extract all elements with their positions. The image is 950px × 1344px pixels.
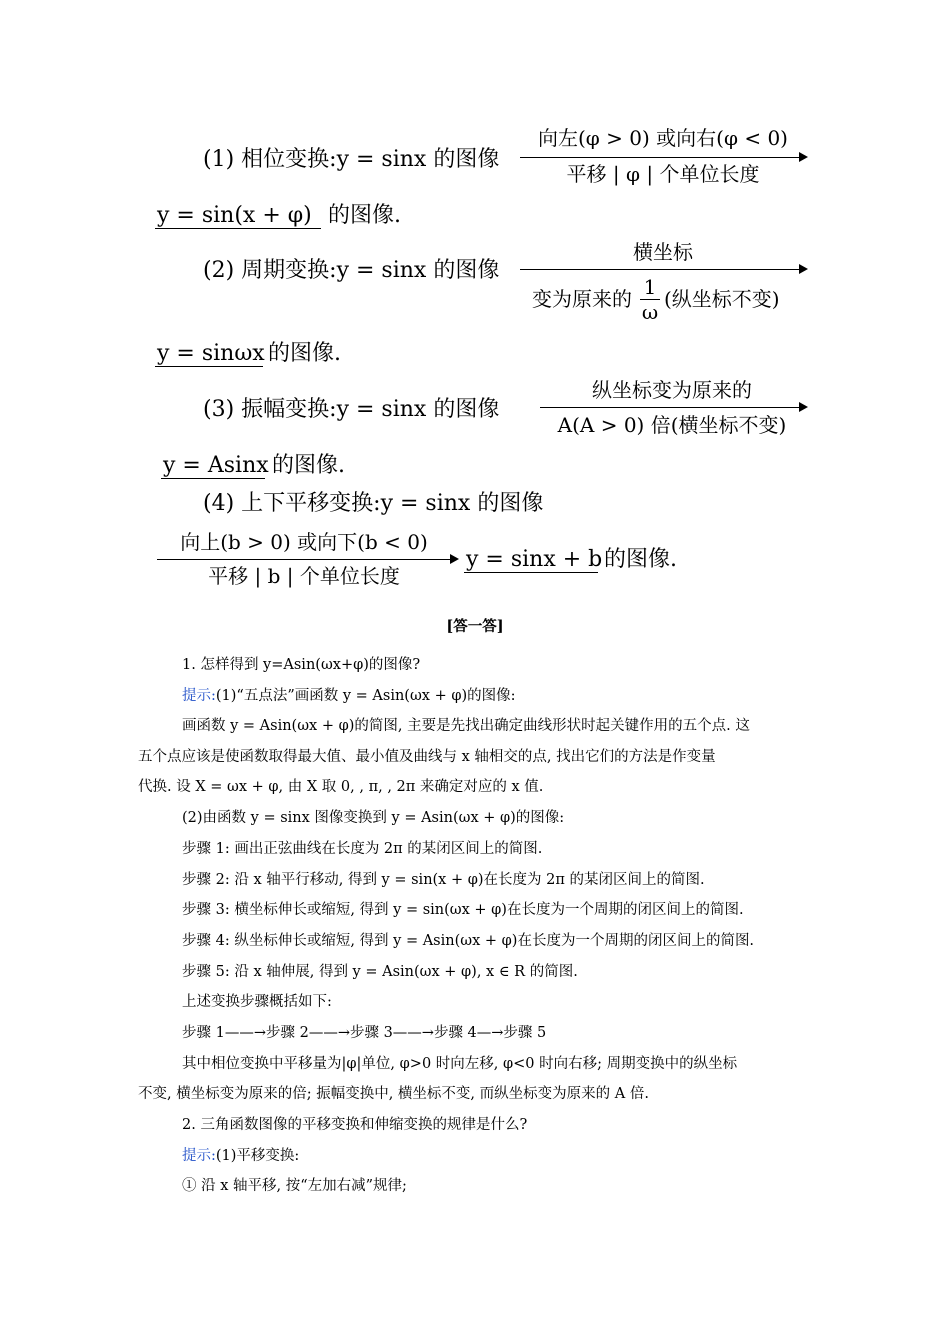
- section-3-arrow-below: A(A > 0) 倍(横坐标不变): [557, 413, 787, 437]
- section-3-result: y = Asinx: [163, 453, 269, 478]
- section-2-result-underline: [155, 366, 263, 367]
- section-3-tail: 的图像.: [272, 453, 345, 478]
- section-3-lead: (3) 振幅变换:y = sinx 的图像: [203, 397, 500, 422]
- q1-step-2: 步骤 2: 沿 x 轴平行移动, 得到 y = sin(x + φ)在长度为 2π 的某闭区间上的简图.: [182, 872, 705, 888]
- q1-step-4: 步骤 4: 纵坐标伸长或缩短, 得到 y = Asin(ωx + φ)在长度为一个周期的闭区间上的简图.: [182, 933, 755, 949]
- q2-hint-row: [182, 1146, 299, 1166]
- section-4-result-underline: [464, 572, 598, 573]
- q1-sub2: (2)由函数 y = sinx 图像变换到 y = Asin(ωx + φ)的图像:: [182, 810, 565, 826]
- section-2-below-post: (纵坐标不变): [664, 287, 780, 311]
- q1-note-line1: 其中相位变换中平移量为|φ|单位, φ>0 时向左移, φ<0 时向右移; 周期变换中的纵坐标: [182, 1056, 738, 1072]
- section-3-arrow: [540, 407, 806, 408]
- q2-hint-label: 提示:: [182, 1148, 216, 1164]
- q1-hint-label: 提示:: [182, 688, 216, 704]
- q1-step-3: 步骤 3: 横坐标伸长或缩短, 得到 y = sin(ωx + φ)在长度为一个周期的闭区间上的简图.: [182, 902, 744, 918]
- section-3-result-underline: [161, 478, 265, 479]
- section-1-arrow: [520, 157, 806, 158]
- q1-para1-line2: 五个点应该是使函数取得最大值、最小值及曲线与 x 轴相交的点, 找出它们的方法是作变量: [138, 749, 716, 765]
- q1-note-line2: 不变, 横坐标变为原来的倍; 振幅变换中, 横坐标不变, 而纵坐标变为原来的 A 倍.: [138, 1086, 649, 1102]
- q1-question: 1. 怎样得到 y=Asin(ωx+φ)的图像?: [182, 657, 421, 673]
- section-2-tail: 的图像.: [268, 341, 341, 366]
- section-2-frac-den: ω: [641, 300, 659, 324]
- section-4-result: y = sinx + b: [466, 547, 603, 572]
- answer-header: [答一答]: [446, 618, 504, 635]
- q2-hint-text: (1)平移变换:: [215, 1148, 300, 1164]
- q2-question: 2. 三角函数图像的平移变换和伸缩变换的规律是什么?: [182, 1117, 528, 1133]
- q1-hint-row: [182, 686, 516, 706]
- section-1-arrow-above: 向左(φ > 0) 或向右(φ < 0): [538, 126, 788, 150]
- section-2-arrow: [520, 269, 806, 270]
- section-2-lead: (2) 周期变换:y = sinx 的图像: [203, 258, 500, 283]
- section-4-arrow: [157, 559, 457, 560]
- q1-summary-label: 上述变换步骤概括如下:: [182, 994, 332, 1010]
- q1-hint-text: (1)“五点法”画函数 y = Asin(ωx + φ)的图像:: [215, 688, 516, 704]
- section-1-result: y = sin(x + φ): [157, 203, 312, 228]
- section-1-tail: 的图像.: [328, 203, 401, 228]
- section-4-arrow-below: 平移 | b | 个单位长度: [208, 564, 400, 588]
- q1-chain: 步骤 1——→步骤 2——→步骤 3——→步骤 4—→步骤 5: [182, 1025, 547, 1041]
- section-4-lead: (4) 上下平移变换:y = sinx 的图像: [203, 491, 544, 516]
- q2-item-1: ① 沿 x 轴平移, 按“左加右减”规律;: [182, 1178, 407, 1194]
- section-4-tail: 的图像.: [604, 547, 677, 572]
- q1-para1-line1: 画函数 y = Asin(ωx + φ)的简图, 主要是先找出确定曲线形状时起关键作用的五个点. 这: [182, 718, 750, 734]
- section-1-result-underline: [155, 228, 321, 229]
- section-2-result: y = sinωx: [157, 341, 265, 366]
- section-2-arrow-above: 横坐标: [633, 240, 693, 264]
- section-1-arrow-below: 平移 | φ | 个单位长度: [566, 162, 760, 186]
- section-2-frac-num: 1: [643, 275, 657, 299]
- q1-step-1: 步骤 1: 画出正弦曲线在长度为 2π 的某闭区间上的简图.: [182, 841, 543, 857]
- section-2-below-pre: 变为原来的: [532, 287, 632, 311]
- q1-step-5: 步骤 5: 沿 x 轴伸展, 得到 y = Asin(ωx + φ), x ∈ R 的简图.: [182, 964, 578, 980]
- section-3-arrow-above: 纵坐标变为原来的: [592, 378, 752, 402]
- section-1-lead: (1) 相位变换:y = sinx 的图像: [203, 147, 500, 172]
- section-4-arrow-above: 向上(b > 0) 或向下(b < 0): [180, 530, 428, 554]
- q1-para1-line3: 代换. 设 X = ωx + φ, 由 X 取 0, , π, , 2π 来确定对应的 x 值.: [138, 779, 544, 795]
